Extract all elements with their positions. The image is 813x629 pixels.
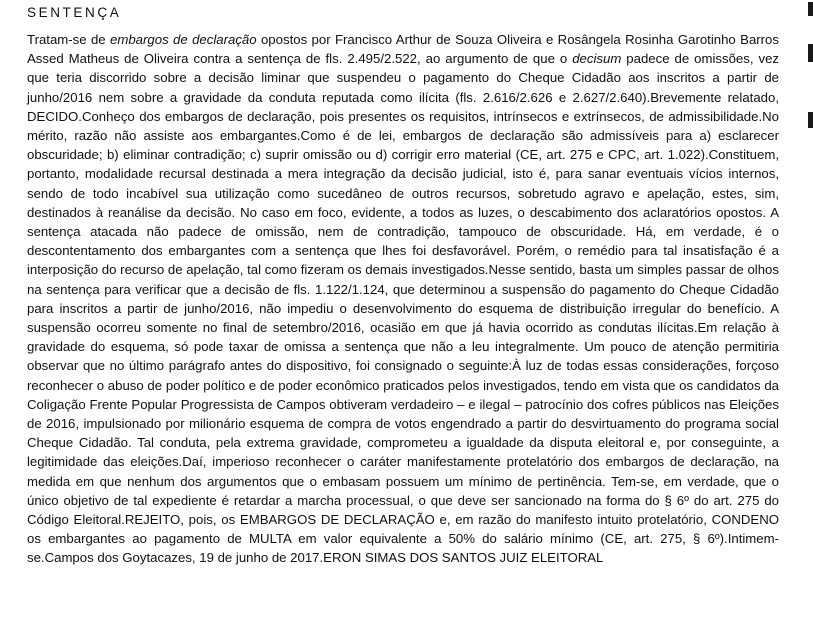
sentence-paragraph [27, 30, 779, 568]
paragraph-text-3: padece de omissões, vez que teria discorrido sobre a decisão liminar que suspendeu o pagamento do Cheque Cidadão aos inscritos a partir de junho/2016 nem sobre a gravidade da conduta reputada como ilícita (fls. 2.616/2.626 e 2.627/2.640).Brevemente relatado, DECIDO.Conheço dos embargos de declaração, pois presentes os requisitos, intrínsecos e extrínsecos, de admissibilidade.No mérito, razão não assiste aos embargantes.Como é de lei, embargos de declaração são admissíveis para a) esclarecer obscuridade; b) eliminar contradição; c) suprir omissão ou d) corrigir erro material (CE, art. 275 e CPC, art. 1.022).Constituem, portanto, modalidade recursal destinada a mera integração da decisão judicial, isto é, para sanar eventuais vícios internos, sendo de todo incabível sua utilização como sucedâneo de outros recursos, sobretudo agravo e apelação, estes, sim, destinados à reanálise da decisão. No caso em foco, evidente, a todos as luzes, o descabimento dos aclaratórios opostos. A sentença atacada não padece de omissão, nem de contradição, tampouco de obscuridade. Há, em verdade, é o descontentamento dos embargantes com a sentença que lhes foi desfavorável. Porém, o remédio para tal insatisfação é a interposição do recurso de apelação, tal como fizeram os demais investigados.Nesse sentido, basta um simples passar de olhos na sentença para verificar que a decisão de fls. 1.122/1.124, que determinou a suspensão do pagamento do Cheque Cidadão para inscritos a partir de junho/2016, não impediu o desenvolvimento do esquema de distribuição irregular do benefício. A suspensão ocorreu somente no final de setembro/2016, ocasião em que já havia ocorrido as condutas ilícitas.Em relação à gravidade do esquema, só pode taxar de omissa a sentença que não a leu integralmente. Um pouco de atenção permitiria observar que no último parágrafo antes do dispositivo, foi consignado o seguinte:À luz de todas essas considerações, forçoso reconhecer o abuso de poder político e de poder econômico praticados pelos investigados, tendo em vista que os candidatos da Coligação Frente Popular Progressista de Campos obtiveram verdadeiro – e ilegal – patrocínio dos cofres públicos nas Eleições de 2016, impulsionado por milionário esquema de compra de votos engendrado a partir do desvirtuamento do programa social Cheque Cidadão. Tal conduta, pela extrema gravidade, comprometeu a igualdade da disputa eleitoral e, por conseguinte, a legitimidade das eleições.Daí, imperioso reconhecer o caráter manifestamente protelatório dos embargos de declaração, na medida em que nenhum dos argumentos que o embasam possuem um mínimo de pertinência. Tem-se, em verdade, que o único objetivo de tal expediente é retardar a marcha processual, o que deve ser sancionado na forma do § 6º do art. 275 do Código Eleitoral.REJEITO, pois, os EMBARGOS DE DECLARAÇÃO e, em razão do manifesto intuito protelatório, CONDENO os embargantes ao pagamento de MULTA em valor equivalente a 50% do salário mínimo (CE, art. 275, § 6º).Intimem-se.Campos dos Goytacazes, 19 de junho de 2017.ERON SIMAS DOS SANTOS JUIZ ELEITORAL [27, 51, 780, 566]
page-edge-mark [808, 44, 813, 62]
paragraph-text-1: Tratam-se de [27, 32, 111, 47]
paragraph-italic-term-2: decisum [572, 51, 622, 67]
paragraph-italic-term-1: embargos de declaração [110, 32, 257, 47]
page-edge-mark [808, 112, 813, 128]
document-heading: SENTENÇA [27, 5, 122, 20]
page-edge-mark [808, 2, 813, 16]
paragraph-text-2: opostos por Francisco Arthur de Souza Oliveira e Rosângela Rosinha Garotinho Barros Assed Matheus de Oliveira contra a sentença de fls. 2.495/2.522, ao argumento de que o [27, 32, 779, 67]
